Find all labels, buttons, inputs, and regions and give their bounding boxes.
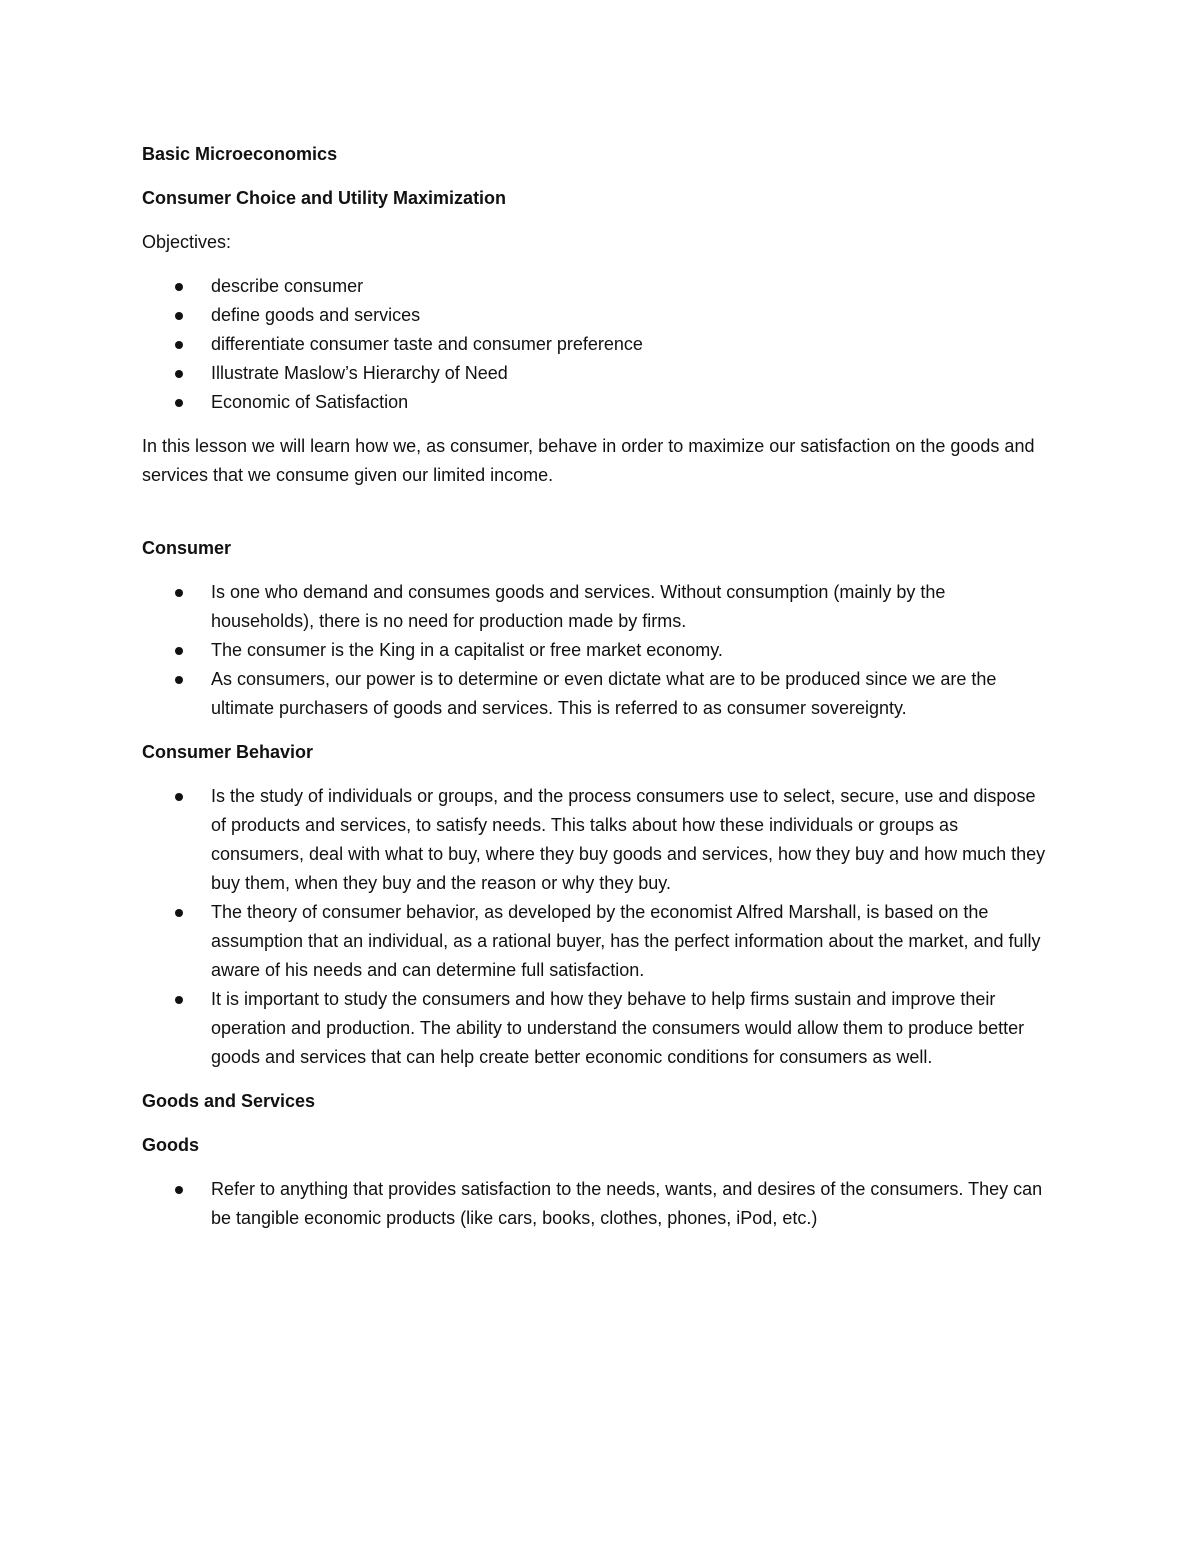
list-item [142,272,1052,301]
list-item-text: Is the study of individuals or groups, and the process consumers use to select, secure, use and dispose of products and services, to satisfy needs. This talks about how these individuals or groups as consumers, deal with what to buy, where they buy goods and services, how they buy and how much they buy them, when they buy and the reason or why they buy. [211,786,1046,893]
intro-paragraph: In this lesson we will learn how we, as consumer, behave in order to maximize our satisfaction on the goods and services that we consume given our limited income. [142,436,1035,485]
consumer-behavior-heading: Consumer Behavior [142,742,314,762]
bullet-icon [175,312,183,320]
list-item [142,301,1052,330]
list-item-text: It is important to study the consumers and how they behave to help firms sustain and improve their operation and production. The ability to understand the consumers would allow them to produce better goods and services that can help create better economic conditions for consumers as well. [211,989,1025,1067]
bullet-icon [175,793,183,801]
bullet-icon [175,589,183,597]
list-item [142,782,1052,898]
list-item-text: Illustrate Maslow’s Hierarchy of Need [211,363,508,383]
list-item-text: Refer to anything that provides satisfaction to the needs, wants, and desires of the consumers. They can be tangible economic products (like cars, books, clothes, phones, iPod, etc.) [211,1179,1043,1228]
list-item-text: The theory of consumer behavior, as developed by the economist Alfred Marshall, is based on the assumption that an individual, as a rational buyer, has the perfect information about the market, and fully aware of his needs and can determine full satisfaction. [211,902,1041,980]
bullet-icon [175,996,183,1004]
bullet-icon [175,909,183,917]
bullet-icon [175,283,183,291]
list-item [142,388,1052,417]
document-subtitle: Consumer Choice and Utility Maximization [142,188,507,208]
document-title: Basic Microeconomics [142,144,338,164]
list-item [142,1175,1052,1233]
bullet-icon [175,341,183,349]
list-item [142,578,1052,636]
bullet-icon [175,676,183,684]
objectives-list [142,272,1052,417]
list-item [142,359,1052,388]
list-item-text: differentiate consumer taste and consumer preference [211,334,643,354]
list-item-text: The consumer is the King in a capitalist or free market economy. [211,640,723,660]
list-item [142,330,1052,359]
goods-list [142,1175,1052,1233]
bullet-icon [175,399,183,407]
goods-heading: Goods [142,1135,199,1155]
bullet-icon [175,1186,183,1194]
list-item [142,898,1052,985]
list-item-text: As consumers, our power is to determine or even dictate what are to be produced since we are the ultimate purchasers of goods and services. This is referred to as consumer sovereignty. [211,669,997,718]
consumer-behavior-list [142,782,1052,1072]
bullet-icon [175,647,183,655]
list-item [142,985,1052,1072]
list-item-text: define goods and services [211,305,421,325]
list-item-text: Is one who demand and consumes goods and services. Without consumption (mainly by the households), there is no need for production made by firms. [211,582,946,631]
list-item [142,665,1052,723]
blank-line [142,505,1052,534]
bullet-icon [175,370,183,378]
list-item [142,636,1052,665]
document-page [142,140,1052,1248]
list-item-text: describe consumer [211,276,364,296]
objectives-heading: Objectives: [142,232,232,252]
consumer-heading: Consumer [142,538,232,558]
goods-and-services-heading: Goods and Services [142,1091,316,1111]
consumer-list [142,578,1052,723]
list-item-text: Economic of Satisfaction [211,392,409,412]
